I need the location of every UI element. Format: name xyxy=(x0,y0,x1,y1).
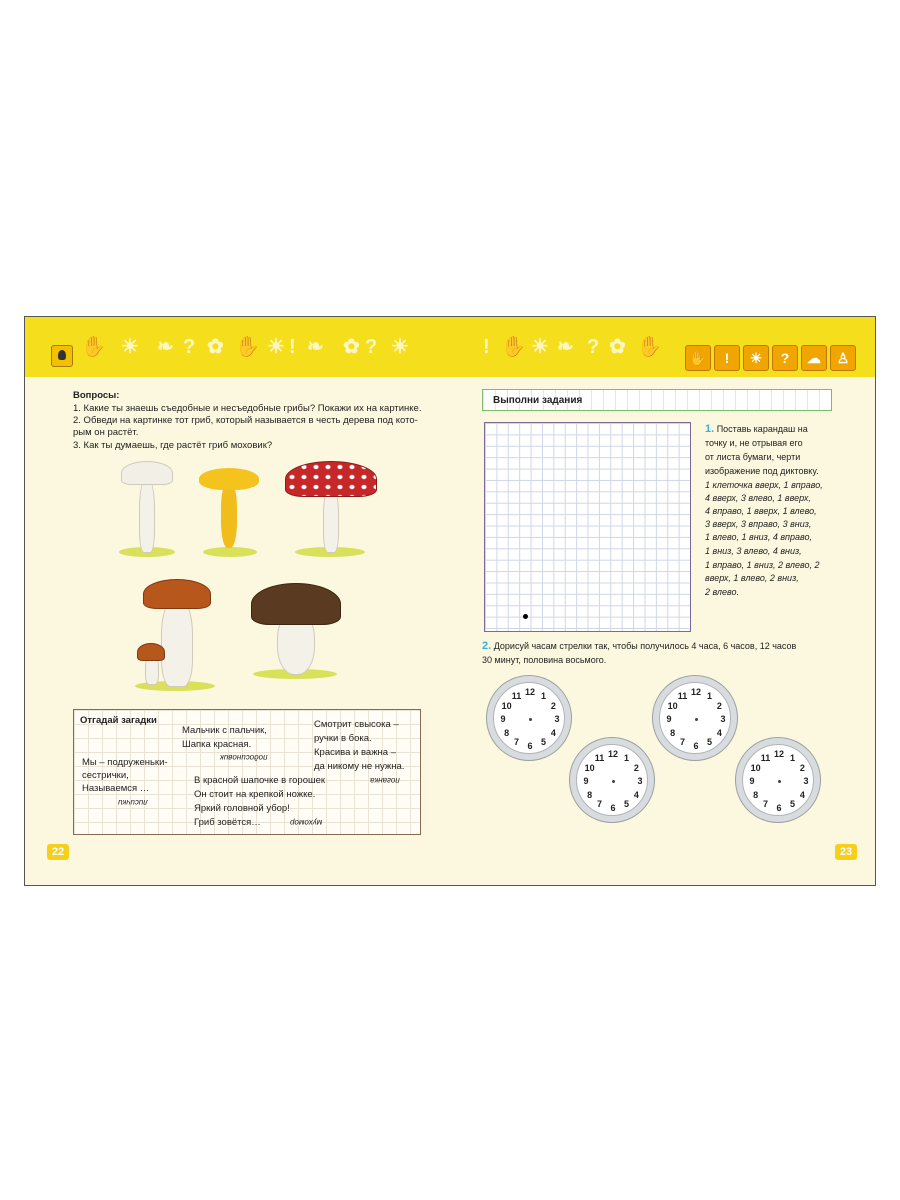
clock-numeral: 5 xyxy=(540,737,546,748)
riddle-line: Смотрит свысока – xyxy=(314,719,399,730)
person-icon: ♙ xyxy=(830,345,856,371)
riddle-line: Он стоит на крепкой ножке. xyxy=(194,789,316,800)
clock-numeral: 9 xyxy=(666,714,672,724)
clock-center xyxy=(612,780,615,783)
task1-line: изображение под диктовку. xyxy=(705,466,819,476)
clock-numeral: 4 xyxy=(633,789,639,800)
question-icon: ? xyxy=(183,336,196,358)
task2-line: 30 минут, половина восьмого. xyxy=(482,655,607,665)
tasks-header xyxy=(482,389,832,411)
clock-numeral: 9 xyxy=(583,776,589,786)
header-band xyxy=(25,317,875,377)
riddle-line: Мальчик с пальчик, xyxy=(182,725,267,736)
sun-icon: ☀ xyxy=(743,345,769,371)
clock-numeral: 3 xyxy=(637,776,643,786)
clock-numeral: 11 xyxy=(594,752,605,763)
red-cap-mushrooms-image xyxy=(135,575,215,691)
task1-line: 1. Поставь карандаш на xyxy=(705,423,808,435)
hand-icon: ✋ xyxy=(501,336,526,358)
fly-agaric-image xyxy=(283,457,379,557)
clock-numeral: 1 xyxy=(789,752,795,763)
leaf-icon: ❧ xyxy=(557,336,574,358)
clock-center xyxy=(778,780,781,783)
riddle-answer: подосиновик xyxy=(220,753,268,762)
clock-numeral: 4 xyxy=(716,727,722,738)
dictation-line: 3 вверх, 3 вправо, 3 вниз, xyxy=(705,519,812,529)
book-spread xyxy=(24,316,876,886)
cloud-icon: ☁ xyxy=(801,345,827,371)
riddle-line: сестрички, xyxy=(82,770,129,781)
start-dot xyxy=(523,614,528,619)
riddle-line: Гриб зовётся… xyxy=(194,817,261,828)
exclamation-icon: ! xyxy=(289,336,296,358)
question-line: 2. Обведи на картинке тот гриб, который называется в честь дерева под кото- xyxy=(73,415,418,426)
riddle-line: ручки в бока. xyxy=(314,733,372,744)
clock-numeral: 10 xyxy=(667,700,678,711)
drawing-grid[interactable] xyxy=(484,422,691,632)
sun-icon: ☀ xyxy=(267,336,285,358)
clock-numeral: 6 xyxy=(610,803,616,813)
questions-title: Вопросы: xyxy=(73,390,120,401)
page-number-left: 22 xyxy=(47,844,69,860)
dictation-line: 1 клеточка вверх, 1 вправо, xyxy=(705,480,823,490)
chanterelle-image xyxy=(195,462,265,557)
hand-icon: ✋ xyxy=(81,336,106,358)
clock-numeral: 2 xyxy=(799,762,805,773)
riddle-answer: лисички xyxy=(118,798,148,807)
clock-numeral: 4 xyxy=(550,727,556,738)
header-icon-bar xyxy=(685,345,856,371)
task1-line: точку и, не отрывая его xyxy=(705,438,803,448)
task1-line: от листа бумаги, черти xyxy=(705,452,801,462)
flower-icon: ✿ xyxy=(609,336,626,358)
clock-numeral: 2 xyxy=(716,700,722,711)
page-number-right: 23 xyxy=(835,844,857,860)
clock-numeral: 3 xyxy=(803,776,809,786)
riddle-answer: поганка xyxy=(370,776,400,785)
clock-numeral: 5 xyxy=(789,799,795,810)
clock-numeral: 1 xyxy=(706,690,712,701)
question-line: 1. Какие ты знаешь съедобные и несъедобные грибы? Покажи их на картинке. xyxy=(73,403,422,414)
clock-numeral: 5 xyxy=(623,799,629,810)
flower-icon: ✿ xyxy=(343,336,360,358)
task1-number: 1. xyxy=(705,423,715,435)
clock-numeral: 11 xyxy=(760,752,771,763)
clock-numeral: 11 xyxy=(511,690,522,701)
dictation-line: 1 вниз, 3 влево, 4 вниз, xyxy=(705,546,802,556)
clock-numeral: 4 xyxy=(799,789,805,800)
riddle-line: В красной шапочке в горошек xyxy=(194,775,326,786)
clock-numeral: 12 xyxy=(607,749,618,759)
clock-numeral: 3 xyxy=(554,714,560,724)
leaf-icon: ❧ xyxy=(307,336,324,358)
white-mushroom-image xyxy=(117,457,177,557)
flower-icon: ✿ xyxy=(207,336,224,358)
question-icon: ? xyxy=(365,336,378,358)
clock-face[interactable] xyxy=(735,737,821,823)
clock-numeral: 1 xyxy=(540,690,546,701)
porcini-image xyxy=(247,579,343,679)
task2-line: 2. Дорисуй часам стрелки так, чтобы получилось 4 часа, 6 часов, 12 часов xyxy=(482,640,797,652)
hand-icon: ✋ xyxy=(235,336,260,358)
clock-numeral: 9 xyxy=(749,776,755,786)
sun-icon: ☀ xyxy=(121,336,139,358)
clock-numeral: 10 xyxy=(501,700,512,711)
clock-numeral: 12 xyxy=(773,749,784,759)
dictation-line: 1 вправо, 1 вниз, 2 влево, 2 xyxy=(705,560,820,570)
clock-center xyxy=(529,718,532,721)
leaf-icon: ❧ xyxy=(157,336,174,358)
clock-face[interactable] xyxy=(486,675,572,761)
riddle-answer: мухомор xyxy=(290,818,323,827)
clock-numeral: 12 xyxy=(690,687,701,697)
dictation-line: 4 вправо, 1 вверх, 1 влево, xyxy=(705,506,817,516)
question-icon: ? xyxy=(772,345,798,371)
clock-numeral: 10 xyxy=(584,762,595,773)
clock-numeral: 2 xyxy=(550,700,556,711)
clock-numeral: 7 xyxy=(762,799,768,810)
riddle-line: Мы – подруженьки- xyxy=(82,757,168,768)
clock-numeral: 8 xyxy=(504,727,510,738)
clock-face[interactable] xyxy=(652,675,738,761)
dictation-line: 1 влево, 1 вниз, 4 вправо, xyxy=(705,532,813,542)
exclamation-icon: ! xyxy=(714,345,740,371)
clock-numeral: 6 xyxy=(693,741,699,751)
riddle-line: да никому не нужна. xyxy=(314,761,405,772)
clock-numeral: 8 xyxy=(587,789,593,800)
riddle-line: Красива и важна – xyxy=(314,747,396,758)
question-line: 3. Как ты думаешь, где растёт гриб моховик? xyxy=(73,440,273,451)
hand-icon: ✋ xyxy=(637,336,662,358)
hand-icon: ✋ xyxy=(685,345,711,371)
riddles-box xyxy=(73,709,421,835)
dictation-line: 2 влево. xyxy=(705,587,739,597)
clock-numeral: 11 xyxy=(677,690,688,701)
riddle-line: Называемся … xyxy=(82,783,150,794)
clock-numeral: 7 xyxy=(513,737,519,748)
clock-numeral: 7 xyxy=(679,737,685,748)
clock-numeral: 12 xyxy=(524,687,535,697)
question-line: рым он растёт. xyxy=(73,427,139,438)
tasks-title: Выполни задания xyxy=(493,395,583,406)
clock-numeral: 6 xyxy=(527,741,533,751)
clock-numeral: 2 xyxy=(633,762,639,773)
clock-numeral: 8 xyxy=(670,727,676,738)
clock-numeral: 6 xyxy=(776,803,782,813)
clock-numeral: 7 xyxy=(596,799,602,810)
task2-number: 2. xyxy=(482,640,492,652)
clock-numeral: 10 xyxy=(750,762,761,773)
question-icon: ? xyxy=(587,336,600,358)
riddle-line: Шапка красная. xyxy=(182,739,252,750)
clock-numeral: 5 xyxy=(706,737,712,748)
riddles-title: Отгадай загадки xyxy=(80,715,157,726)
exclamation-icon: ! xyxy=(483,336,490,358)
clock-numeral: 3 xyxy=(720,714,726,724)
clock-numeral: 8 xyxy=(753,789,759,800)
clock-center xyxy=(695,718,698,721)
riddle-line: Яркий головной убор! xyxy=(194,803,290,814)
dictation-line: 4 вверх, 3 влево, 1 вверх, xyxy=(705,493,811,503)
dictation-line: вверх, 1 влево, 2 вниз, xyxy=(705,573,799,583)
bird-logo-icon xyxy=(51,345,73,367)
sun-icon: ☀ xyxy=(391,336,409,358)
clock-numeral: 1 xyxy=(623,752,629,763)
clock-numeral: 9 xyxy=(500,714,506,724)
clock-face[interactable] xyxy=(569,737,655,823)
sun-icon: ☀ xyxy=(531,336,549,358)
